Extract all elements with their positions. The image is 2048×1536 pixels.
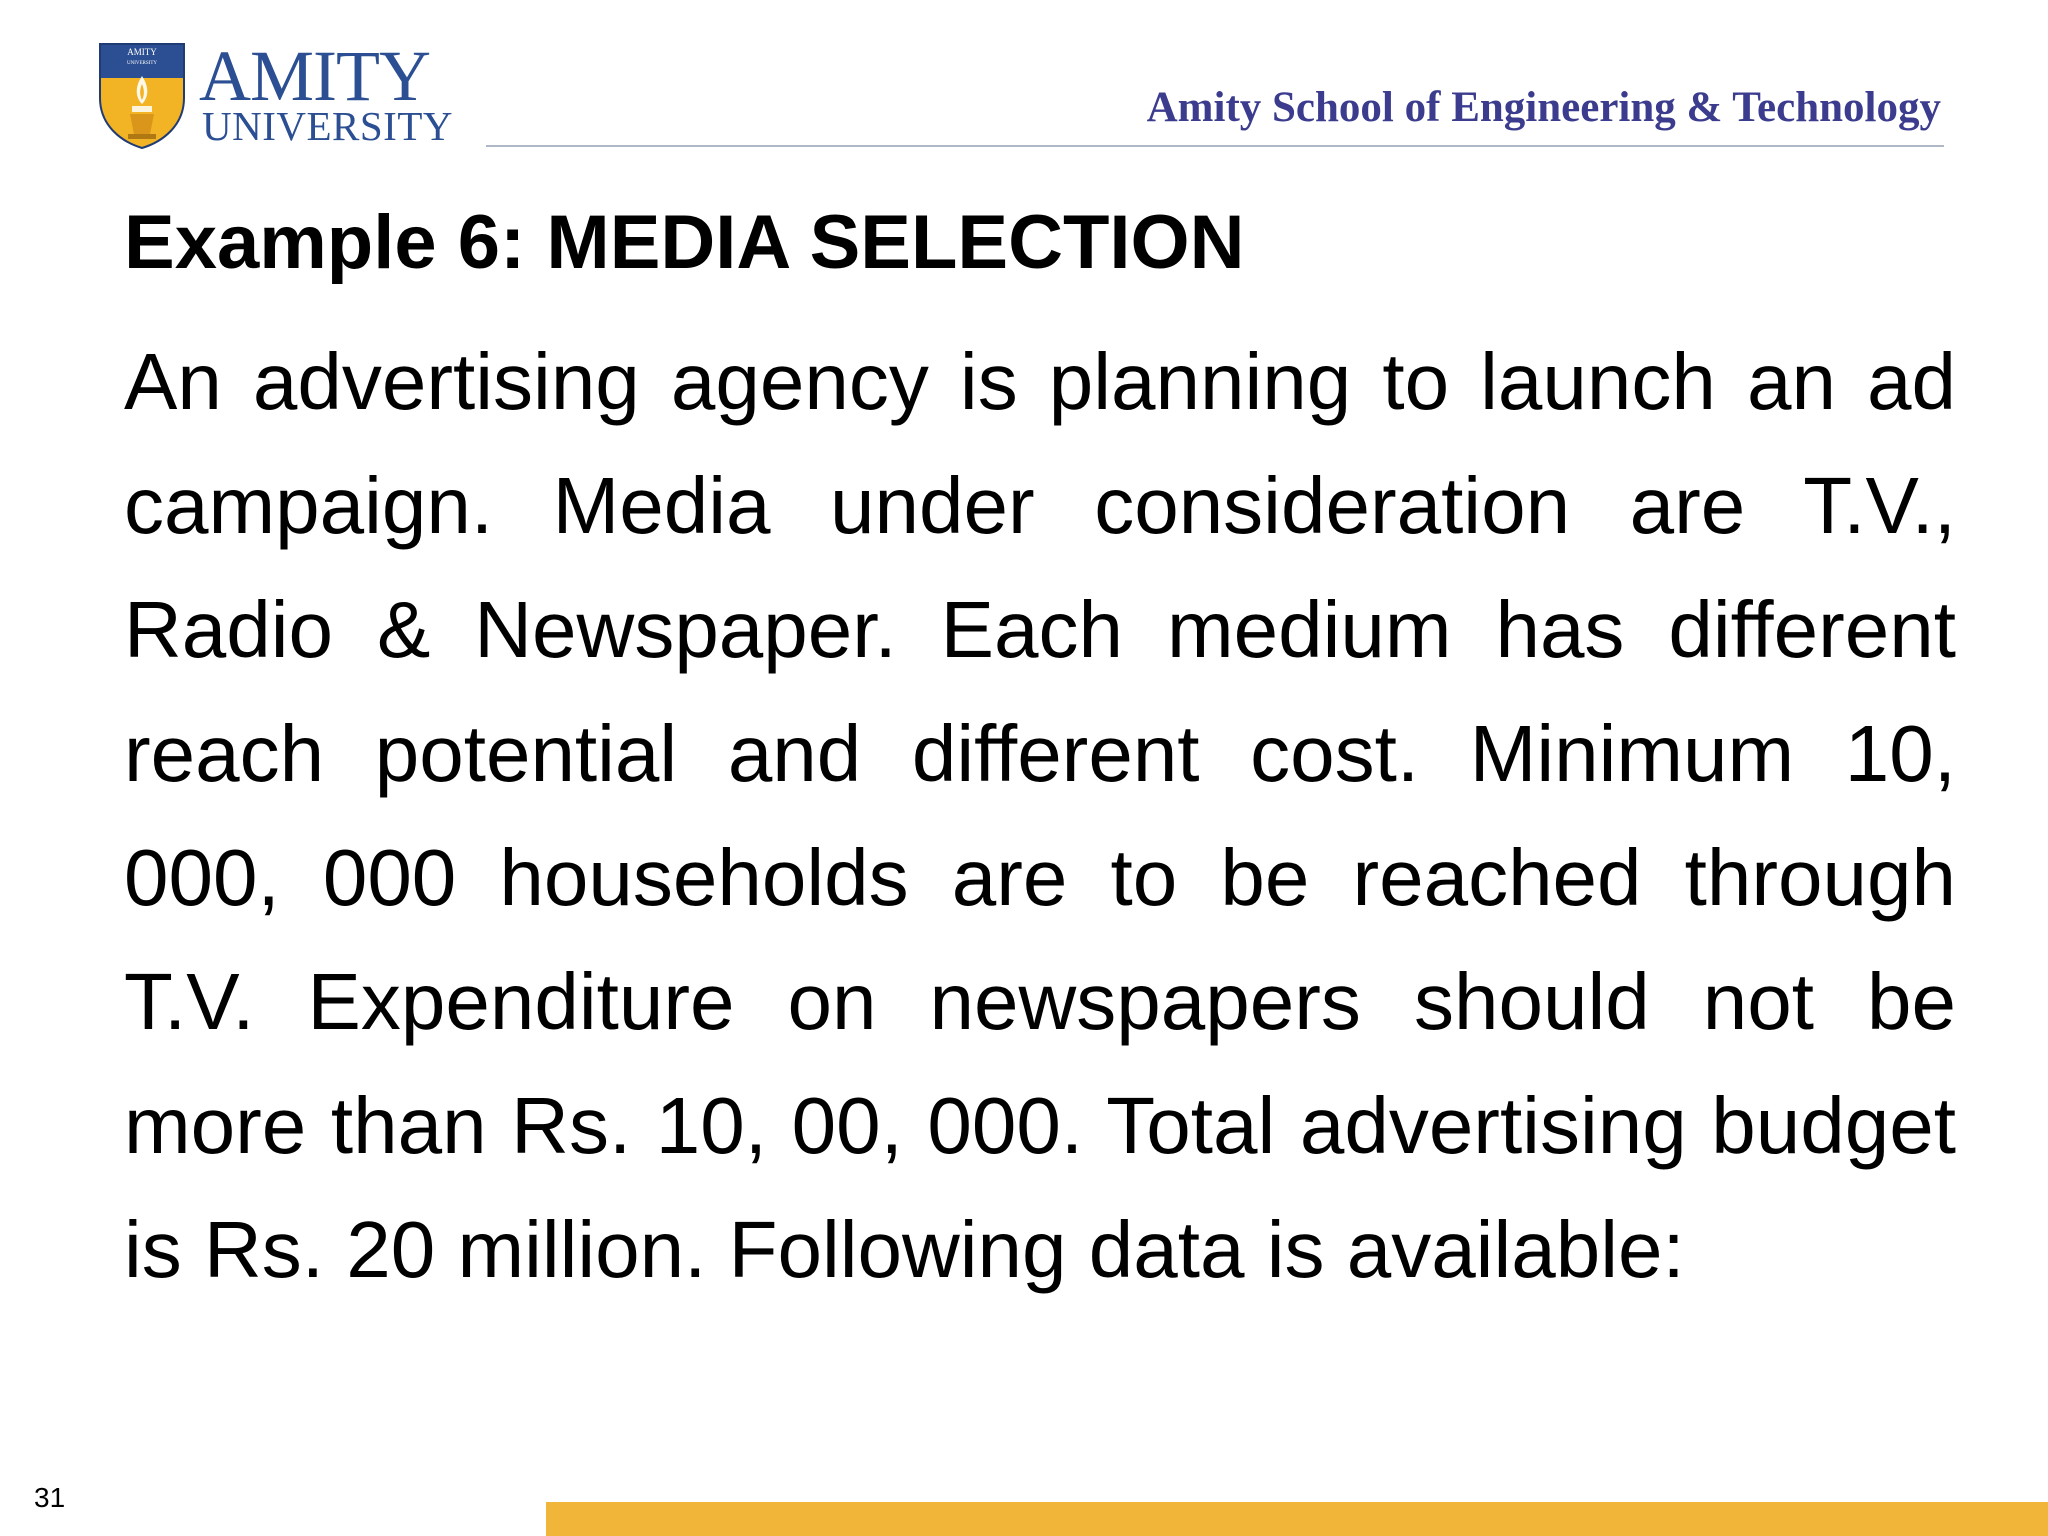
logo-subwordmark: UNIVERSITY (202, 103, 453, 149)
footer-accent-bar (546, 1502, 2048, 1536)
amity-university-logo (96, 36, 453, 150)
slide-title: Example 6: MEDIA SELECTION (124, 200, 1245, 285)
school-name: Amity School of Engineering & Technology (1146, 84, 1941, 131)
slide-body-text: An advertising agency is planning to launch an ad campaign. Media under consideration are T.V., Radio & Newspaper. Each medium has different reach potential and different cost. Minimum 10, 000, 000 households are to be reached through T.V. Expenditure on newspapers should not be more than Rs. 10, 00, 000. Total advertising budget is Rs. 20 million. Following data is available: (124, 337, 1956, 1294)
amity-shield-icon (96, 38, 188, 150)
header-divider (486, 145, 1944, 147)
svg-text:UNIVERSITY: UNIVERSITY (127, 61, 157, 66)
logo-wordmark: AMITY (199, 36, 430, 116)
page-number: 31 (34, 1482, 66, 1513)
svg-text:AMITY: AMITY (127, 47, 157, 57)
